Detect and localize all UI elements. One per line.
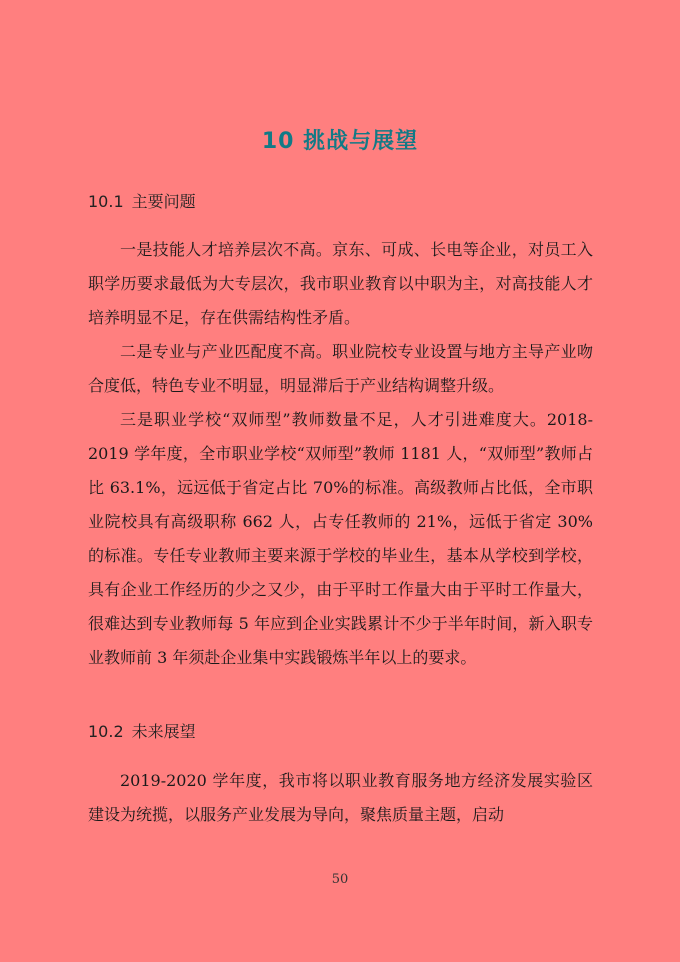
paragraph-problem-3: 三是职业学校“双师型”教师数量不足，人才引进难度大。2018-2019 学年度，全市职业学校“双师型”教师 1181 人，“双师型”教师占比 63.1%，远远低于省定占比 70%的标准。高级教师占比低，全市职业院校具有高级职称 662 人，占专任教师的 21%，远低于省定 30%的标准。专任专业教师主要来源于学校的毕业生，基本从学校到学校，具有企业工作经历的少之又少，由于平时工作量大由于平时工作量大，很难达到专业教师每 5 年应到企业实践累计不少于半年时间，新入职专业教师前 3 年须赴企业集中实践锻炼半年以上的要求。 (88, 410, 593, 667)
paragraph-problem-2: 二是专业与产业匹配度不高。职业院校专业设置与地方主导产业吻合度低，特色专业不明显，明显滞后于产业结构调整升级。 (88, 342, 593, 395)
chapter-title: 10 挑战与展望 (261, 129, 419, 154)
paragraph-problem-1: 一是技能人才培养层次不高。京东、可成、长电等企业，对员工入职学历要求最低为大专层次，我市职业教育以中职为主，对高技能人才培养明显不足，存在供需结构性矛盾。 (88, 240, 593, 327)
section-number: 10.1 (88, 192, 124, 211)
section-heading-10-1 (88, 189, 196, 212)
page-number: 50 (331, 872, 349, 887)
section-heading-10-2 (88, 719, 196, 742)
section-title: 未来展望 (131, 722, 196, 741)
section-number: 10.2 (88, 722, 124, 741)
section-title: 主要问题 (131, 192, 196, 211)
paragraph-outlook-1: 2019-2020 学年度，我市将以职业教育服务地方经济发展实验区建设为统揽，以服务产业发展为导向，聚焦质量主题，启动 (88, 771, 593, 824)
